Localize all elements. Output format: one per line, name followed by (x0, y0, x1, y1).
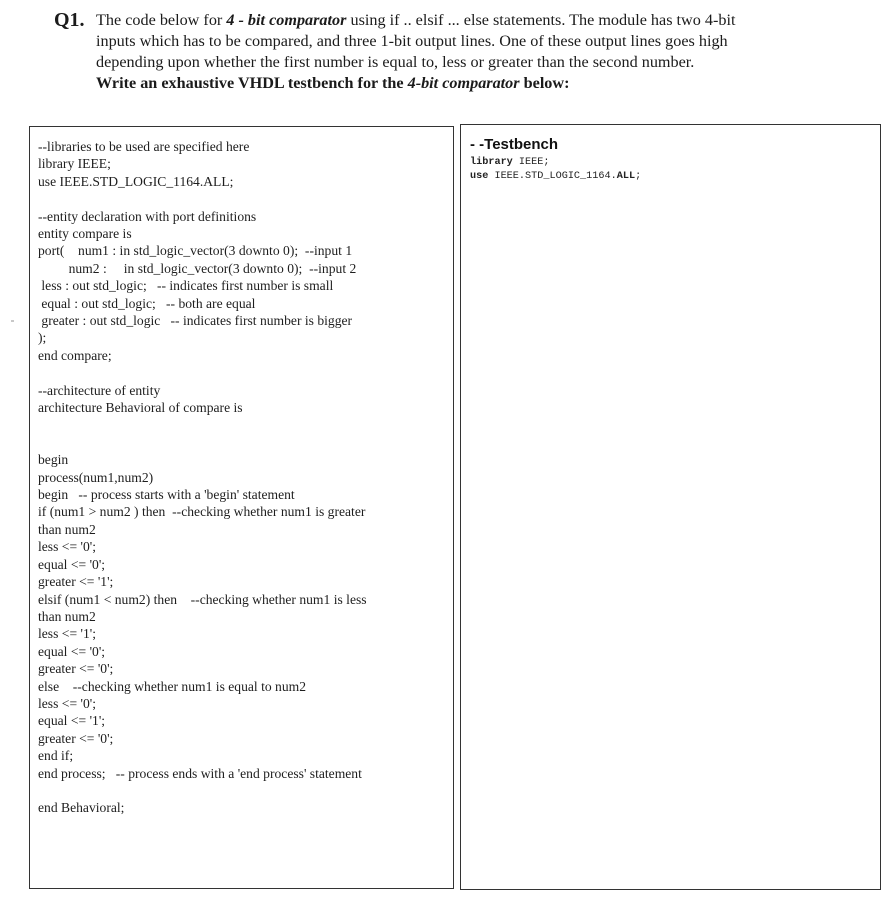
testbench-line-2-mid: IEEE.STD_LOGIC_1164. (488, 170, 617, 182)
code-line: less <= '0'; (38, 539, 96, 555)
code-line: greater <= '0'; (38, 730, 114, 746)
question-line-4-emphasis: 4-bit comparator (407, 74, 520, 92)
question-line-1-emphasis: 4 - bit comparator (226, 11, 347, 29)
code-line (38, 364, 450, 381)
code-line (38, 434, 450, 451)
code-line: end process; -- process ends with a 'end process' statement (38, 765, 362, 781)
question-number: Q1. (54, 9, 85, 31)
code-line: --libraries to be used are specified here (38, 139, 250, 154)
code-line: greater <= '1'; (38, 574, 114, 590)
testbench-line-2 (470, 170, 641, 184)
code-line: equal : out std_logic; -- both are equal (38, 295, 256, 311)
question-text (96, 10, 869, 94)
question-line-2: inputs which has to be compared, and three 1-bit output lines. One of these output lines goes high (96, 32, 728, 50)
code-line: equal <= '0'; (38, 556, 106, 572)
question-line-1-pre: The code below for (96, 11, 227, 29)
code-line: greater : out std_logic -- indicates first number is bigger (38, 313, 353, 329)
code-line: than num2 (38, 608, 96, 624)
code-line: less <= '1'; (38, 626, 96, 642)
keyword-all: ALL (616, 170, 636, 182)
question-line-4 (96, 73, 869, 94)
comparator-code (38, 138, 450, 817)
question-line-4-pre: Write an exhaustive VHDL testbench for the (96, 74, 408, 92)
testbench-line-1 (470, 156, 641, 170)
code-line: begin -- process starts with a 'begin' statement (38, 487, 295, 503)
code-line: equal <= '0'; (38, 643, 106, 659)
code-line: entity compare is (38, 226, 132, 242)
code-line: equal <= '1'; (38, 713, 106, 729)
code-line (38, 416, 450, 433)
keyword-library: library (470, 157, 513, 168)
code-line: library IEEE; (38, 156, 111, 172)
code-line: architecture Behavioral of compare is (38, 400, 243, 416)
code-line: less : out std_logic; -- indicates first number is small (38, 278, 334, 294)
code-line: end Behavioral; (38, 800, 125, 816)
code-line: num2 : in std_logic_vector(3 downto 0); --input 2 (38, 260, 357, 276)
testbench-code (470, 156, 641, 183)
code-line: begin (38, 452, 69, 468)
code-line: end if; (38, 748, 74, 764)
question-block (54, 10, 869, 94)
code-line (38, 190, 450, 207)
keyword-use: use (470, 170, 489, 182)
code-line: if (num1 > num2 ) then --checking whether num1 is greater (38, 504, 366, 520)
code-line: use IEEE.STD_LOGIC_1164.ALL; (38, 173, 234, 189)
comparator-code-box (29, 126, 454, 889)
question-line-1-post: using if .. elsif ... else statements. The module has two 4-bit (346, 11, 736, 29)
code-line: port( num1 : in std_logic_vector(3 downto 0); --input 1 (38, 243, 353, 259)
testbench-title: - -Testbench (470, 136, 559, 153)
code-line: ); (38, 330, 47, 346)
code-line (38, 782, 450, 799)
testbench-line-1-rest: IEEE; (512, 157, 550, 168)
scan-mark (11, 320, 14, 322)
code-line: elsif (num1 < num2) then --checking whether num1 is less (38, 591, 367, 607)
code-line: else --checking whether num1 is equal to num2 (38, 678, 307, 694)
question-line-4-post: below: (519, 74, 570, 92)
code-line: than num2 (38, 521, 96, 537)
testbench-line-2-end: ; (635, 170, 642, 182)
code-line: less <= '0'; (38, 695, 96, 711)
testbench-box (460, 124, 881, 890)
code-line: --entity declaration with port definitions (38, 208, 257, 224)
code-line: --architecture of entity (38, 382, 161, 398)
code-line: end compare; (38, 347, 112, 363)
code-line: greater <= '0'; (38, 661, 114, 677)
question-line-3: depending upon whether the first number is equal to, less or greater than the second number. (96, 53, 695, 71)
code-line: process(num1,num2) (38, 469, 154, 485)
question-line-1 (96, 10, 869, 31)
